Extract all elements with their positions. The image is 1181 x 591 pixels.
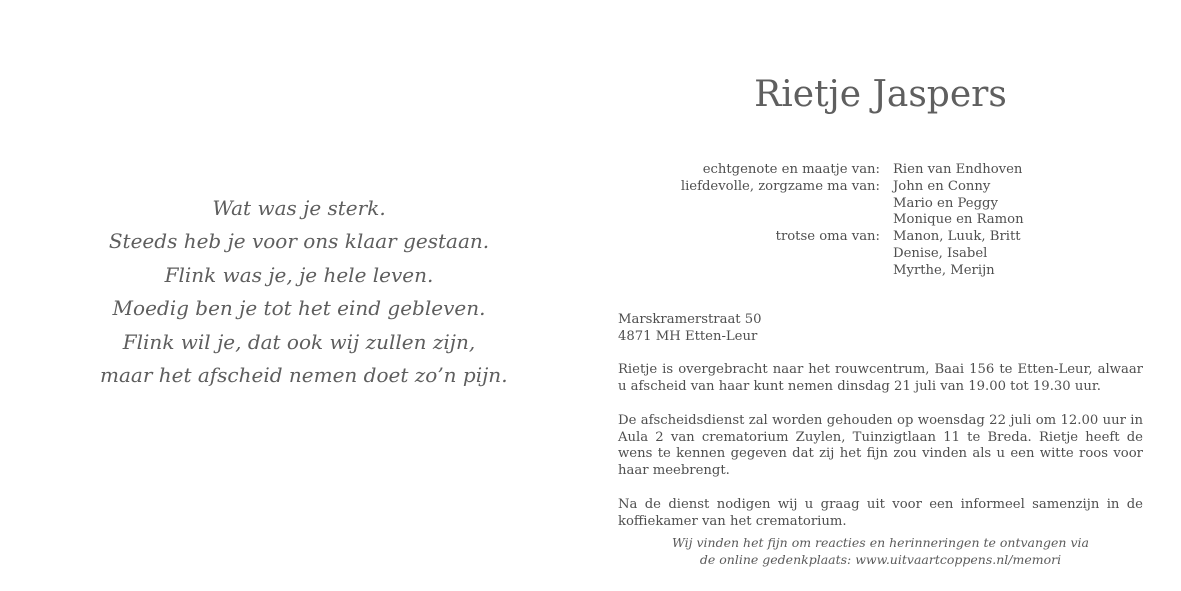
relation-name: Manon, Luuk, Britt <box>893 229 1021 245</box>
poem <box>100 192 508 392</box>
relation-row <box>618 162 1143 179</box>
announcement-body <box>618 312 1143 530</box>
memorial-note <box>618 534 1143 568</box>
home-address <box>618 312 1143 346</box>
memorial-note-line: de online gedenkplaats: www.uitvaartcoppens.nl/memori <box>699 552 1062 567</box>
relation-name: John en Conny <box>893 178 991 194</box>
viewing-paragraph: Rietje is overgebracht naar het rouwcentrum, Baai 156 te Etten-Leur, alwaar u afscheid van haar kunt nemen dinsdag 21 juli van 19.00 tot 19.30 uur. <box>618 362 1143 395</box>
reception-paragraph: Na de dienst nodigen wij u graag uit voor een informeel samenzijn in de koffiekamer van het crematorium. <box>618 496 1143 529</box>
poem-line: Flink wil je, dat ook wij zullen zijn, <box>122 329 476 354</box>
memorial-note-line: Wij vinden het fijn om reacties en herinneringen te ontvangen via <box>672 535 1089 550</box>
poem-line: Steeds heb je voor ons klaar gestaan. <box>108 229 490 254</box>
poem-line: Moedig ben je tot het eind gebleven. <box>112 296 486 321</box>
service-paragraph: De afscheidsdienst zal worden gehouden op woensdag 22 juli om 12.00 uur in Aula 2 van crematorium Zuylen, Tuinzigtlaan 11 te Breda. Rietje heeft de wens te kennen gegeven dat zij het fijn zou vinden als u een witte roos voor haar meebrengt. <box>618 412 1143 479</box>
relation-names <box>893 162 1143 179</box>
relation-name: Myrthe, Merijn <box>893 262 995 278</box>
poem-line: maar het afscheid nemen doet zo’n pijn. <box>100 363 508 388</box>
deceased-name: Rietje Jaspers <box>754 74 1007 115</box>
relation-name: Mario en Peggy <box>893 195 998 211</box>
address-city: 4871 MH Etten-Leur <box>618 328 758 344</box>
relation-label: liefdevolle, zorgzame ma van: <box>680 178 880 194</box>
relation-label: trotse oma van: <box>775 229 880 245</box>
relation-label: echtgenote en maatje van: <box>702 162 880 177</box>
relation-row <box>618 179 1143 229</box>
relation-name: Denise, Isabel <box>893 245 988 261</box>
relation-names <box>893 229 1143 279</box>
relation-row <box>618 229 1143 279</box>
relation-names <box>893 179 1143 229</box>
address-street: Marskramerstraat 50 <box>618 312 762 327</box>
poem-line: Wat was je sterk. <box>212 196 386 220</box>
poem-line: Flink was je, je hele leven. <box>164 262 434 287</box>
relations-list <box>618 162 1143 280</box>
relation-name: Monique en Ramon <box>893 212 1024 228</box>
relation-name: Rien van Endhoven <box>893 162 1023 177</box>
